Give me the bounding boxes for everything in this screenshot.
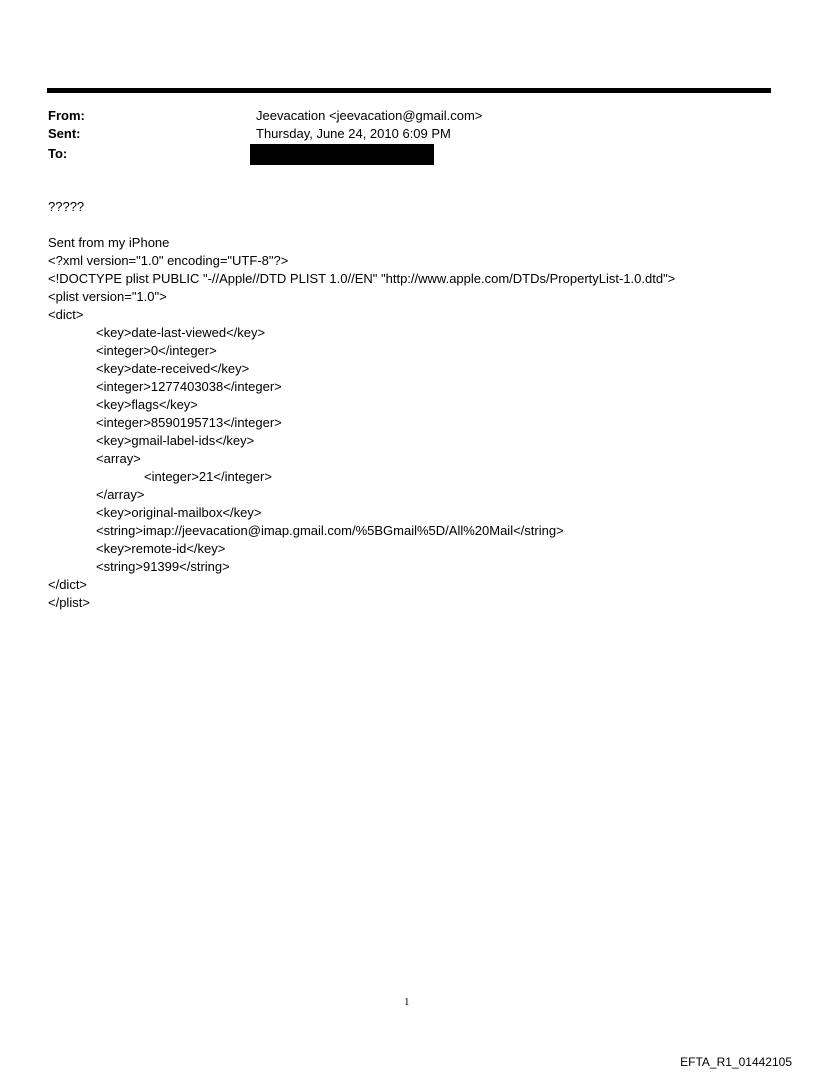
sent-value: Thursday, June 24, 2010 6:09 PM [256,126,451,141]
body-line: <dict> [48,307,84,322]
body-line: <plist version="1.0"> [48,289,167,304]
body-line: <?xml version="1.0" encoding="UTF-8"?> [48,253,289,268]
subject-line: ????? [48,199,85,214]
to-label: To: [48,146,68,161]
body-line: Sent from my iPhone [48,235,170,250]
body-line: </plist> [48,595,90,610]
body-line: <key>remote-id</key> [96,541,226,556]
to-redaction [250,144,434,165]
sent-label: Sent: [48,126,81,141]
bates-stamp: EFTA_R1_01442105 [680,1055,792,1069]
from-value: Jeevacation <jeevacation@gmail.com> [256,108,483,123]
body-line: </dict> [48,577,88,592]
body-line: <key>date-received</key> [96,361,250,376]
body-line: <string>imap://jeevacation@imap.gmail.com/%5BGmail%5D/All%20Mail</string> [96,523,564,538]
body-line: <key>date-last-viewed</key> [96,325,266,340]
body-line: <key>flags</key> [96,397,198,412]
body-line: <array> [96,451,141,466]
from-label: From: [48,108,85,123]
body-line: <integer>8590195713</integer> [96,415,282,430]
page-number: 1 [404,996,410,1008]
body-line: <integer>1277403038</integer> [96,379,282,394]
header-rule [47,88,771,93]
body-line: <integer>21</integer> [144,469,272,484]
body-line: <integer>0</integer> [96,343,217,358]
body-line: <!DOCTYPE plist PUBLIC "-//Apple//DTD PLIST 1.0//EN" "http://www.apple.com/DTDs/PropertyList-1.0.dtd"> [48,271,676,286]
body-line: </array> [96,487,145,502]
body-line: <key>original-mailbox</key> [96,505,262,520]
body-line: <key>gmail-label-ids</key> [96,433,255,448]
body-line: <string>91399</string> [96,559,230,574]
